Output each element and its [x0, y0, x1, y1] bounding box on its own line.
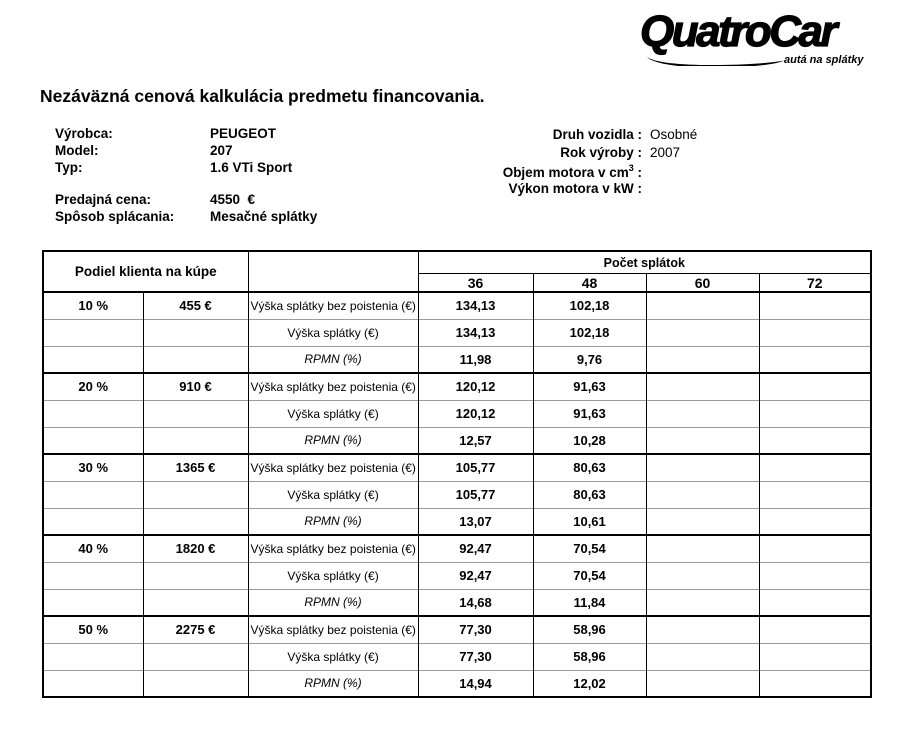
model-label: Model:: [55, 143, 99, 158]
value-cell: 91,63: [533, 400, 646, 427]
type-label: Typ:: [55, 160, 83, 175]
client-share-amount-cell: 1820 €: [143, 535, 248, 562]
value-cell: 92,47: [418, 562, 533, 589]
term-48-header: 48: [533, 274, 646, 293]
client-share-amount-cell: [143, 319, 248, 346]
value-cell: [759, 589, 871, 616]
row-label-cell: Výška splátky (€): [248, 400, 418, 427]
logo-swoosh-icon: [645, 56, 785, 66]
production-year-label: Rok výroby :: [560, 145, 642, 160]
term-60-header: 60: [646, 274, 759, 293]
value-cell: [646, 454, 759, 481]
client-share-pct-cell: 20 %: [43, 373, 143, 400]
client-share-pct-cell: [43, 589, 143, 616]
row-label-cell: Výška splátky (€): [248, 643, 418, 670]
client-share-amount-cell: [143, 346, 248, 373]
row-label-cell: Výška splátky bez poistenia (€): [248, 454, 418, 481]
value-cell: [759, 319, 871, 346]
row-label-cell: RPMN (%): [248, 670, 418, 697]
client-share-amount-cell: 455 €: [143, 292, 248, 319]
engine-volume-label: Objem motora v $cm^3$ :: [502, 163, 642, 180]
value-cell: [646, 616, 759, 643]
table-row: [43, 481, 871, 508]
value-cell: 12,57: [418, 427, 533, 454]
value-cell: [646, 292, 759, 319]
value-cell: [646, 589, 759, 616]
value-cell: [646, 346, 759, 373]
brand-logo: [632, 7, 864, 66]
type-value: 1.6 VTi Sport: [210, 160, 293, 175]
client-share-pct-cell: 40 %: [43, 535, 143, 562]
row-label-cell: RPMN (%): [248, 589, 418, 616]
payment-method-value: Mesačné splátky: [210, 209, 318, 224]
sale-price-label: Predajná cena:: [55, 192, 152, 207]
value-cell: [759, 643, 871, 670]
value-cell: [759, 562, 871, 589]
value-cell: 14,94: [418, 670, 533, 697]
client-share-amount-cell: [143, 643, 248, 670]
client-share-amount-cell: [143, 481, 248, 508]
value-cell: [759, 616, 871, 643]
value-cell: 14,68: [418, 589, 533, 616]
value-cell: 58,96: [533, 616, 646, 643]
value-cell: 80,63: [533, 454, 646, 481]
client-share-pct-cell: [43, 643, 143, 670]
value-cell: 102,18: [533, 319, 646, 346]
value-cell: 11,98: [418, 346, 533, 373]
client-share-pct-cell: 50 %: [43, 616, 143, 643]
table-row: [43, 616, 871, 643]
table-row: [43, 319, 871, 346]
row-label-cell: Výška splátky bez poistenia (€): [248, 292, 418, 319]
model-value: 207: [210, 143, 233, 158]
brand-logo-text: QuatroCar: [640, 7, 836, 56]
row-label-cell: RPMN (%): [248, 427, 418, 454]
value-cell: 77,30: [418, 643, 533, 670]
value-cell: [759, 427, 871, 454]
value-cell: 80,63: [533, 481, 646, 508]
client-share-pct-cell: [43, 400, 143, 427]
sale-price-value: 4550 €: [210, 192, 256, 207]
row-label-cell: Výška splátky (€): [248, 481, 418, 508]
vehicle-kind-value: Osobné: [650, 127, 698, 142]
table-row: [43, 373, 871, 400]
value-cell: 13,07: [418, 508, 533, 535]
vehicle-kind-label: Druh vozidla :: [552, 127, 642, 142]
client-share-amount-cell: [143, 670, 248, 697]
brand-tagline: autá na splátky: [784, 54, 864, 66]
value-cell: 58,96: [533, 643, 646, 670]
value-cell: [646, 481, 759, 508]
value-cell: [646, 562, 759, 589]
row-label-cell: RPMN (%): [248, 508, 418, 535]
row-label-header: [248, 251, 418, 292]
value-cell: 120,12: [418, 373, 533, 400]
value-cell: [759, 535, 871, 562]
value-cell: [646, 373, 759, 400]
superscript-3: 3: [628, 163, 634, 173]
client-share-pct-cell: [43, 346, 143, 373]
row-label-cell: RPMN (%): [248, 346, 418, 373]
value-cell: 10,28: [533, 427, 646, 454]
value-cell: [759, 481, 871, 508]
client-share-pct-cell: [43, 481, 143, 508]
value-cell: [646, 400, 759, 427]
value-cell: 91,63: [533, 373, 646, 400]
value-cell: 120,12: [418, 400, 533, 427]
value-cell: [759, 292, 871, 319]
value-cell: 105,77: [418, 454, 533, 481]
client-share-amount-cell: 1365 €: [143, 454, 248, 481]
manufacturer-label: Výrobca:: [55, 126, 113, 141]
client-share-pct-cell: [43, 319, 143, 346]
manufacturer-value: PEUGEOT: [210, 126, 277, 141]
table-row: [43, 454, 871, 481]
client-share-amount-cell: [143, 427, 248, 454]
value-cell: 11,84: [533, 589, 646, 616]
table-row: [43, 562, 871, 589]
client-share-amount-cell: [143, 400, 248, 427]
row-label-cell: Výška splátky (€): [248, 562, 418, 589]
client-share-amount-cell: [143, 562, 248, 589]
value-cell: 70,54: [533, 535, 646, 562]
table-row: [43, 508, 871, 535]
client-share-amount-cell: 910 €: [143, 373, 248, 400]
installments-count-header: Počet splátok: [418, 251, 871, 274]
value-cell: [646, 535, 759, 562]
client-share-amount-cell: [143, 589, 248, 616]
value-cell: 134,13: [418, 319, 533, 346]
engine-power-label: Výkon motora v kW :: [508, 181, 642, 196]
value-cell: [759, 670, 871, 697]
table-row: [43, 643, 871, 670]
calculation-table: [42, 250, 872, 698]
client-share-pct-cell: [43, 562, 143, 589]
value-cell: [759, 454, 871, 481]
client-share-pct-cell: 30 %: [43, 454, 143, 481]
value-cell: 12,02: [533, 670, 646, 697]
client-share-amount-cell: [143, 508, 248, 535]
term-72-header: 72: [759, 274, 871, 293]
value-cell: [646, 508, 759, 535]
table-row: [43, 427, 871, 454]
row-label-cell: Výška splátky bez poistenia (€): [248, 616, 418, 643]
value-cell: 10,61: [533, 508, 646, 535]
payment-method-label: Spôsob splácania:: [55, 209, 175, 224]
value-cell: 102,18: [533, 292, 646, 319]
client-share-amount-cell: 2275 €: [143, 616, 248, 643]
value-cell: 70,54: [533, 562, 646, 589]
row-label-cell: Výška splátky bez poistenia (€): [248, 535, 418, 562]
value-cell: [646, 427, 759, 454]
value-cell: [646, 319, 759, 346]
client-share-pct-cell: [43, 508, 143, 535]
value-cell: 77,30: [418, 616, 533, 643]
client-share-header: Podiel klienta na kúpe: [43, 251, 248, 292]
client-share-pct-cell: [43, 427, 143, 454]
calc-table-body: [43, 292, 871, 697]
value-cell: [759, 373, 871, 400]
row-label-cell: Výška splátky bez poistenia (€): [248, 373, 418, 400]
table-row: [43, 535, 871, 562]
value-cell: [759, 508, 871, 535]
term-36-header: 36: [418, 274, 533, 293]
client-share-pct-cell: 10 %: [43, 292, 143, 319]
value-cell: [646, 670, 759, 697]
value-cell: [759, 400, 871, 427]
value-cell: 9,76: [533, 346, 646, 373]
value-cell: [646, 643, 759, 670]
row-label-cell: Výška splátky (€): [248, 319, 418, 346]
table-row: [43, 670, 871, 697]
page-title: Nezáväzná cenová kalkulácia predmetu financovania.: [40, 86, 485, 106]
value-cell: 105,77: [418, 481, 533, 508]
client-share-pct-cell: [43, 670, 143, 697]
value-cell: 92,47: [418, 535, 533, 562]
table-row: [43, 292, 871, 319]
value-cell: 134,13: [418, 292, 533, 319]
table-row: [43, 589, 871, 616]
table-row: [43, 400, 871, 427]
value-cell: [759, 346, 871, 373]
table-row: [43, 346, 871, 373]
production-year-value: 2007: [650, 145, 681, 160]
